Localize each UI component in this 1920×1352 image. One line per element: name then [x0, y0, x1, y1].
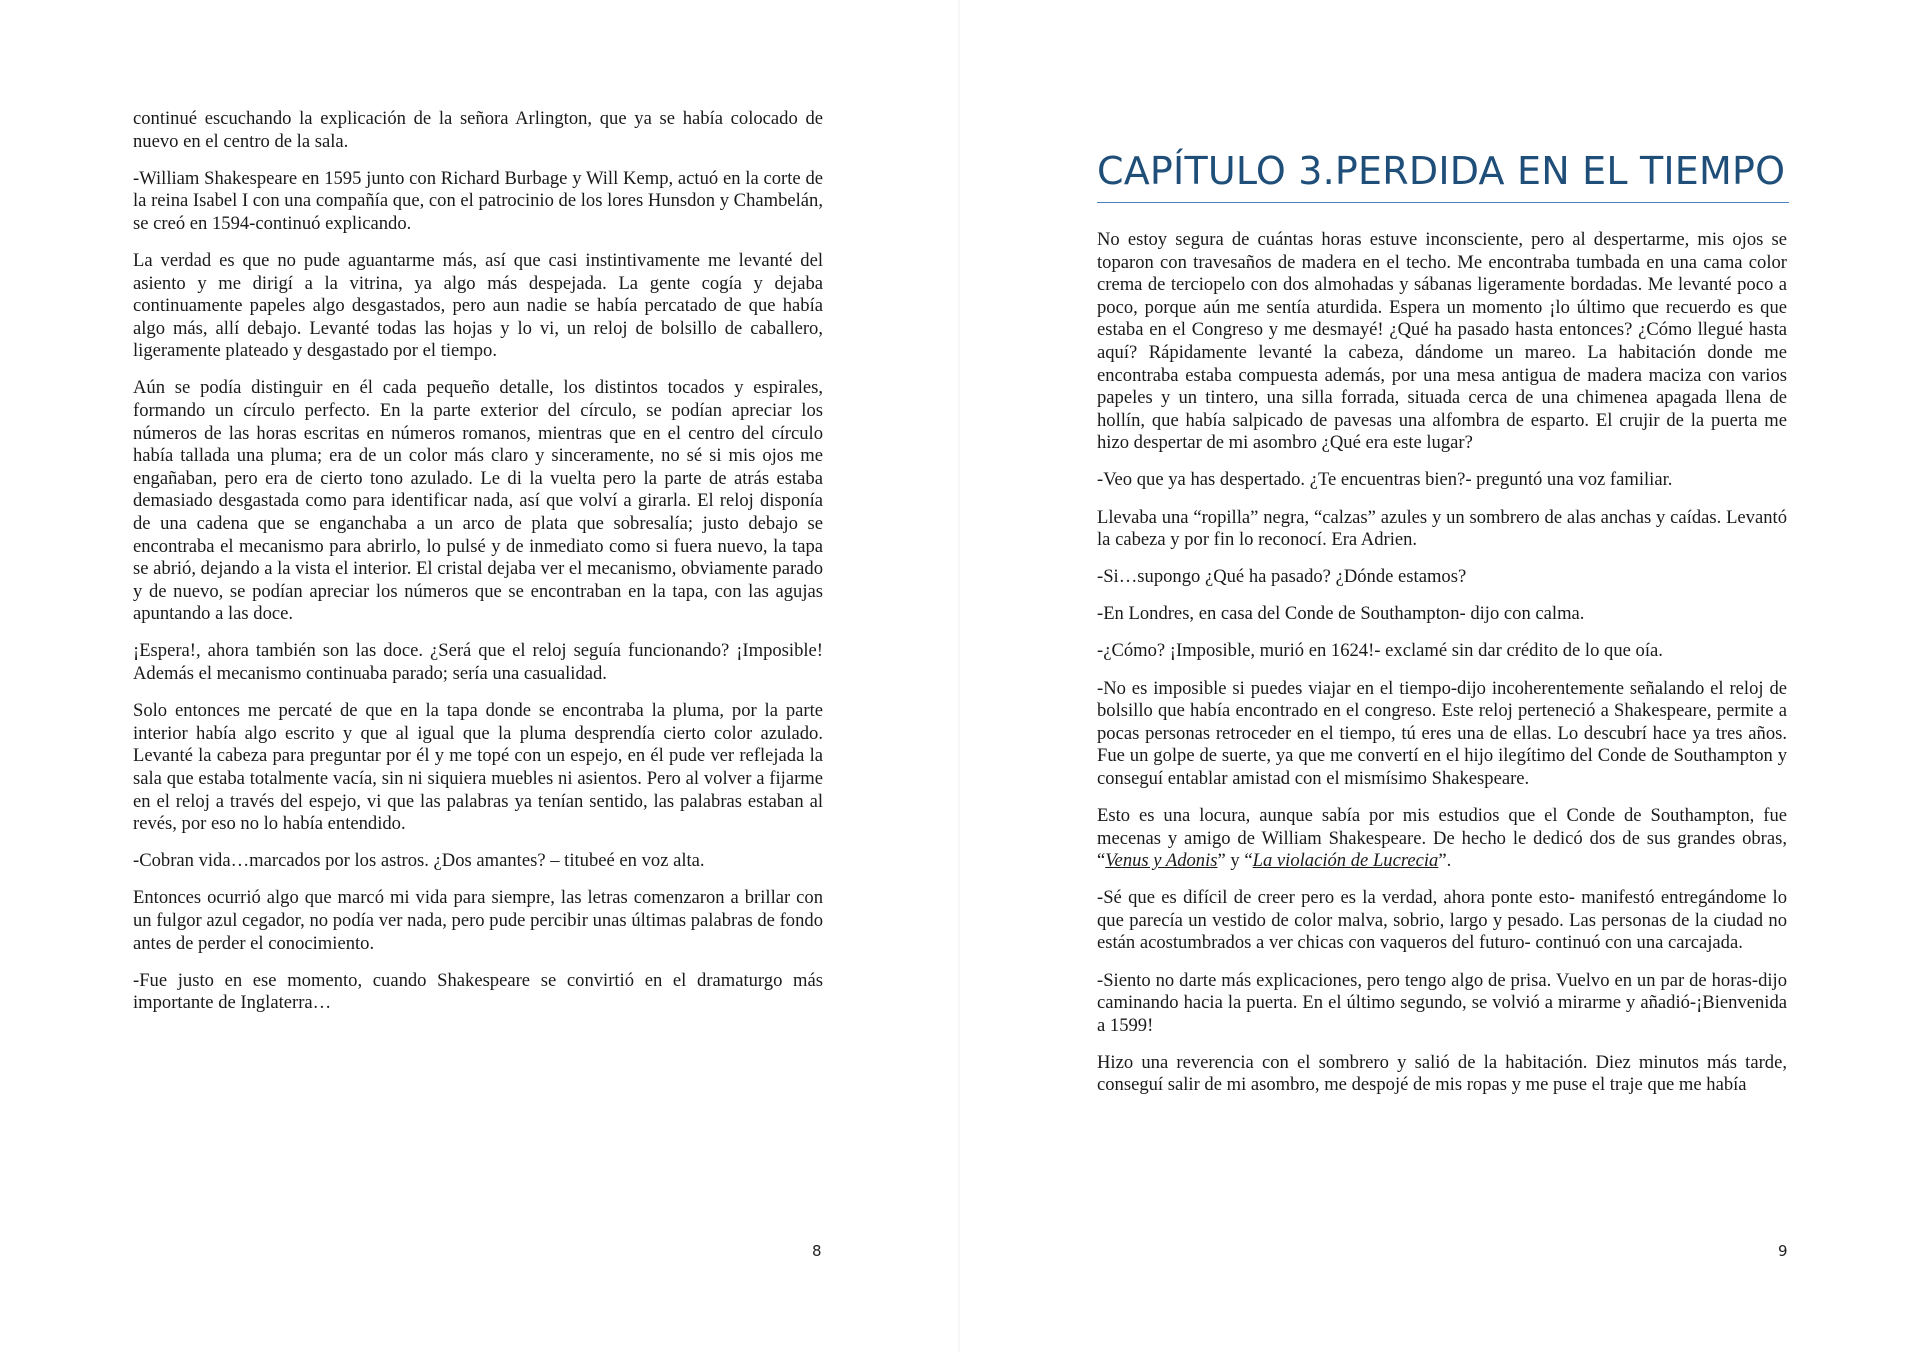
works-paragraph	[1097, 805, 1787, 873]
page-number-left: 8	[812, 1242, 822, 1260]
chapter-title: CAPÍTULO 3.PERDIDA EN EL TIEMPO	[1097, 146, 1789, 203]
works-text-end: ”.	[1438, 850, 1452, 872]
paragraph: ¡Espera!, ahora también son las doce. ¿Será que el reloj seguía funcionando? ¡Imposible! Además el mecanismo continuaba parado; sería una casualidad.	[133, 640, 823, 685]
left-page-body	[133, 108, 823, 1029]
paragraph: No estoy segura de cuántas horas estuve inconsciente, pero al despertarme, mis ojos se toparon con travesaños de madera en el techo. Me encontraba tumbada en una cama color crema de terciopelo con dos almohadas y sábanas ligeramente bordadas. Me levanté poco a poco, porque aún me sentía aturdida. Espera un momento ¡lo último que recuerdo es que estaba en el Congreso y me desmayé! ¿Qué ha pasado hasta entonces? ¿Cómo llegué hasta aquí? Rápidamente levanté la cabeza, dándome un mareo. La habitación donde me encontraba estaba compuesta además, por una mesa antigua de madera maciza con varios papeles y un tintero, una silla forrada, situada cerca de una chimenea apagada llena de hollín, que había salpicado de pavesas una alfombra de esparto. El crujir de la puerta me hizo despertar de mi asombro ¿Qué era este lugar?	[1097, 229, 1787, 454]
paragraph: Solo entonces me percaté de que en la tapa donde se encontraba la pluma, por la parte interior había algo escrito y que al igual que la pluma desprendía cierto color azulado. Levanté la cabeza para preguntar por él y me topé con un espejo, en él pude ver reflejada la sala que estaba totalmente vacía, sin ni siquiera muebles ni asientos. Pero al volver a fijarme en el reloj a través del espejo, vi que las palabras ya tenían sentido, las palabras estaban al revés, por eso no lo había entendido.	[133, 700, 823, 835]
paragraph: -William Shakespeare en 1595 junto con Richard Burbage y Will Kemp, actuó en la corte de la reina Isabel I con una compañía que, con el patrocinio de los lores Hunsdon y Chambelán, se creó en 1594-continuó explicando.	[133, 167, 823, 234]
paragraph: La verdad es que no pude aguantarme más, así que casi instintivamente me levanté del asiento y me dirigí a la vitrina, ya algo más despejada. La gente cogía y dejaba continuamente papeles algo desgastados, pero aun nadie se había percatado de que había algo más, allí debajo. Levanté todas las hojas y lo vi, un reloj de bolsillo de caballero, ligeramente plateado y desgastado por el tiempo.	[133, 249, 823, 362]
paragraph: continué escuchando la explicación de la señora Arlington, que ya se había colocado de nuevo en el centro de la sala.	[133, 108, 823, 152]
paragraph: -No es imposible si puedes viajar en el tiempo-dijo incoherentemente señalando el reloj de bolsillo que había encontrado en el congreso. Este reloj perteneció a Shakespeare, permite a pocas personas retroceder en el tiempo, tú eres una de ellas. Lo descubrí hace ya tres años. Fue un golpe de suerte, ya que me convertí en el hijo ilegítimo del Conde de Southampton y conseguí entablar amistad con el mismísimo Shakespeare.	[1097, 677, 1787, 789]
page-number-right: 9	[1778, 1242, 1788, 1260]
right-page-body	[1097, 229, 1787, 1112]
paragraph: Llevaba una “ropilla” negra, “calzas” azules y un sombrero de alas anchas y caídas. Levantó la cabeza y por fin lo reconocí. Era Adrien.	[1097, 506, 1787, 551]
paragraph: -Veo que ya has despertado. ¿Te encuentras bien?- preguntó una voz familiar.	[1097, 469, 1673, 491]
paragraph: -¿Cómo? ¡Imposible, murió en 1624!- exclamé sin dar crédito de lo que oía.	[1097, 640, 1663, 662]
works-text-mid: ” y “	[1217, 850, 1253, 872]
paragraph: -Siento no darte más explicaciones, pero tengo algo de prisa. Vuelvo en un par de horas-dijo caminando hacia la puerta. En el último segundo, se volvió a mirarme y añadió-¡Bienvenida a 1599!	[1097, 969, 1787, 1036]
works-text-start: Esto es una locura, aunque sabía por mis estudios que el Conde de Southampton, fue mecenas y amigo de William Shakespeare. De hecho le dedicó dos de sus grandes obras, “	[1097, 804, 1787, 872]
work-title-la-violacion-de-lucrecia: La violación de Lucrecia	[1252, 850, 1439, 872]
paragraph: -Fue justo en ese momento, cuando Shakespeare se convirtió en el dramaturgo más importante de Inglaterra…	[133, 969, 823, 1014]
paragraph: Hizo una reverencia con el sombrero y salió de la habitación. Diez minutos más tarde, conseguí salir de mi asombro, me despojé de mis ropas y me puse el traje que me había	[1097, 1051, 1787, 1096]
paragraph: Entonces ocurrió algo que marcó mi vida para siempre, las letras comenzaron a brillar con un fulgor azul cegador, no podía ver nada, pero pude percibir unas últimas palabras de fondo antes de perder el conocimiento.	[133, 887, 823, 954]
paragraph: Aún se podía distinguir en él cada pequeño detalle, los distintos tocados y espirales, formando un círculo perfecto. En la parte exterior del círculo, se podían apreciar los números de las horas escritas en números romanos, mientras que en el centro del círculo había tallada una pluma; era de un color más claro y sinceramente, no sé si mis ojos me engañaban, pero era de cierto tono azulado. Le di la vuelta pero la parte de atrás estaba demasiado desgastada como para identificar nada, así que volví a girarla. El reloj disponía de una cadena que se enganchaba a un arco de plata que sobresalía; justo debajo se encontraba el mecanismo para abrirlo, lo pulsé y de inmediato como si fuera nuevo, la tapa se abrió, dejando a la vista el interior. El cristal dejaba ver el mecanismo, obviamente parado y de nuevo, se podían apreciar los números que se encontraban en la tapa, con las agujas apuntando a las doce.	[133, 377, 823, 625]
paragraph: -Cobran vida…marcados por los astros. ¿Dos amantes? – titubeé en voz alta.	[133, 850, 705, 872]
paragraph: -En Londres, en casa del Conde de Southampton- dijo con calma.	[1097, 603, 1585, 625]
work-title-venus-y-adonis: Venus y Adonis	[1105, 850, 1218, 872]
paragraph: -Sé que es difícil de creer pero es la verdad, ahora ponte esto- manifestó entregándome lo que parecía un vestido de color malva, sobrio, largo y pesado. Las personas de la ciudad no están acostumbrados a ver chicas con vaqueros del futuro- continuó con una carcajada.	[1097, 887, 1787, 954]
right-page	[960, 0, 1920, 1352]
paragraph: -Si…supongo ¿Qué ha pasado? ¿Dónde estamos?	[1097, 566, 1467, 588]
